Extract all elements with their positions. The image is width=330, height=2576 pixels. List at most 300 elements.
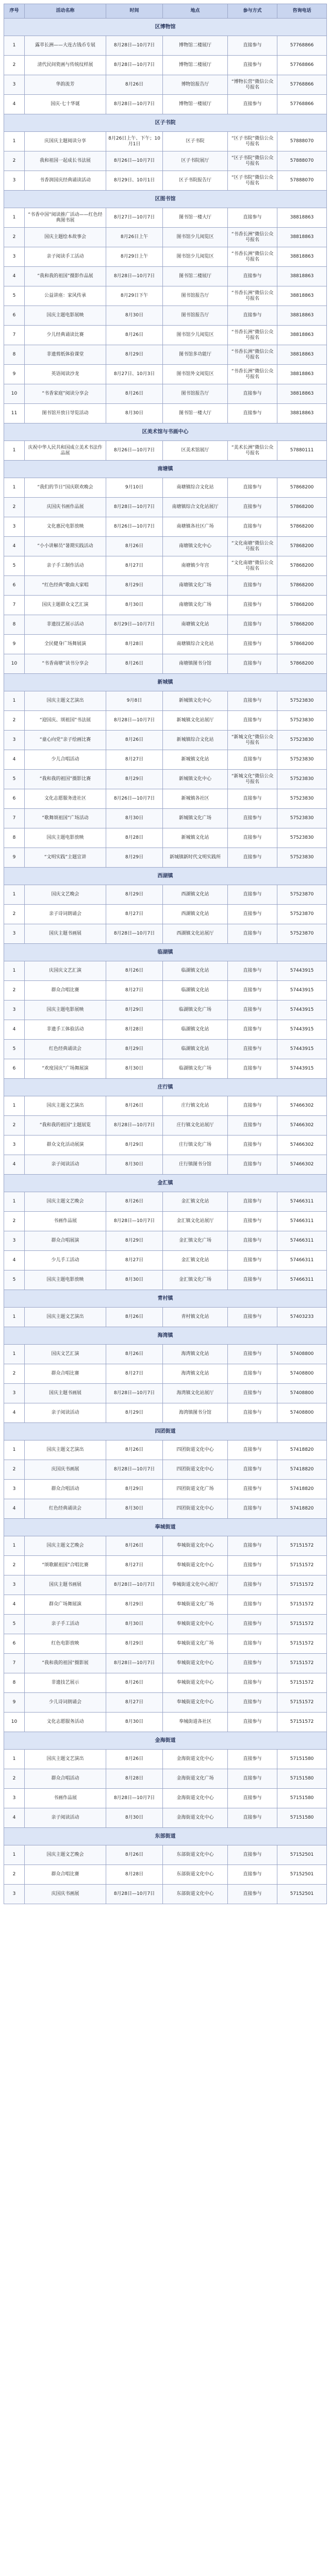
cell-name: 红色经典诵读会 — [25, 1499, 106, 1519]
cell-tel: 57523830 — [277, 809, 327, 828]
cell-name: 群众合唱活动 — [25, 1769, 106, 1789]
header-way: 参与方式 — [228, 4, 277, 19]
cell-tel: 57466311 — [277, 1251, 327, 1270]
cell-name: 国庆·七十华诞 — [25, 95, 106, 114]
cell-time: 8月28日 — [106, 1020, 163, 1040]
cell-time: 8月28日 — [106, 635, 163, 654]
cell-way: 直接参与 — [228, 1136, 277, 1155]
cell-place: 博物馆报告厅 — [163, 75, 228, 95]
cell-way: 直接参与 — [228, 789, 277, 809]
cell-way: 直接参与 — [228, 1040, 277, 1059]
section-title: 区子书院 — [4, 114, 327, 132]
cell-name: 非遗手工体验活动 — [25, 1020, 106, 1040]
cell-no: 10 — [4, 654, 25, 674]
cell-no: 1 — [4, 208, 25, 228]
cell-way: 直接参与 — [228, 1480, 277, 1499]
cell-no: 2 — [4, 981, 25, 1001]
cell-time: 8月29日下午 — [106, 286, 163, 306]
cell-time: 8月29日 — [106, 345, 163, 365]
table-row — [4, 1403, 327, 1423]
cell-place: 图书馆一楼大厅 — [163, 404, 228, 423]
cell-tel: 38818863 — [277, 247, 327, 267]
cell-no: 1 — [4, 36, 25, 56]
section-title: 区美术馆与书画中心 — [4, 423, 327, 441]
cell-name: “文明实践”主题宣讲 — [25, 848, 106, 868]
cell-no: 1 — [4, 1845, 25, 1865]
cell-way: 直接参与 — [228, 517, 277, 537]
cell-no: 3 — [4, 75, 25, 95]
cell-tel: 57408800 — [277, 1403, 327, 1423]
cell-place: 临湖镇文化站 — [163, 1040, 228, 1059]
cell-place: 东部街道文化中心 — [163, 1845, 228, 1865]
table-row — [4, 731, 327, 750]
table-row — [4, 1750, 327, 1769]
cell-tel: 38818863 — [277, 326, 327, 345]
cell-name: 国庆主题群众文艺汇演 — [25, 596, 106, 615]
table-row — [4, 1536, 327, 1556]
cell-way: 直接参与 — [228, 1634, 277, 1654]
cell-time: 8月28日—10月7日 — [106, 924, 163, 944]
cell-name: 图书馆开放日导览活动 — [25, 404, 106, 423]
cell-place: 新城镇综合文化站 — [163, 731, 228, 750]
cell-name: 庆国庆书画作品展 — [25, 498, 106, 517]
cell-place: 四团街道文化中心 — [163, 1440, 228, 1460]
cell-tel: 57868200 — [277, 517, 327, 537]
cell-tel: 38818863 — [277, 345, 327, 365]
cell-place: 南塘镇图书分馆 — [163, 654, 228, 674]
cell-no: 6 — [4, 789, 25, 809]
cell-time: 8月29日 — [106, 848, 163, 868]
cell-tel: 57408800 — [277, 1364, 327, 1384]
table-row — [4, 1575, 327, 1595]
table-row — [4, 1865, 327, 1885]
cell-time: 8月29日 — [106, 770, 163, 789]
cell-time: 8月26日 — [106, 1536, 163, 1556]
section-title: 庄行镇 — [4, 1079, 327, 1096]
section-header-row — [4, 1327, 327, 1345]
cell-time: 8月26日—10月7日 — [106, 517, 163, 537]
cell-name: 庆国庆书画展 — [25, 1885, 106, 1904]
cell-name: “童心向党”亲子绘画比赛 — [25, 731, 106, 750]
cell-way: 直接参与 — [228, 1096, 277, 1116]
cell-time: 8月29日 — [106, 1001, 163, 1020]
cell-name: 国庆主题书画展 — [25, 1575, 106, 1595]
cell-name: 群众合唱展演 — [25, 1231, 106, 1251]
cell-place: 庄行镇文化站 — [163, 1096, 228, 1116]
cell-no: 6 — [4, 1059, 25, 1079]
cell-no: 4 — [4, 750, 25, 770]
cell-way: 直接参与 — [228, 981, 277, 1001]
cell-way: 直接参与 — [228, 1865, 277, 1885]
header-time: 时间 — [106, 4, 163, 19]
cell-way: 直接参与 — [228, 1499, 277, 1519]
cell-tel: 57151572 — [277, 1693, 327, 1713]
cell-place: 博物馆二楼展厅 — [163, 36, 228, 56]
cell-time: 8月28日—10月7日 — [106, 1384, 163, 1403]
cell-no: 3 — [4, 731, 25, 750]
cell-name: 国庆主题文艺晚会 — [25, 1192, 106, 1212]
cell-way: “区子书院”微信公众号报名 — [228, 171, 277, 191]
table-row — [4, 1634, 327, 1654]
cell-time: 8月28日 — [106, 1865, 163, 1885]
cell-place: 奉城街道文化广场 — [163, 1634, 228, 1654]
cell-way: “文化南塘”微信公众号报名 — [228, 556, 277, 576]
cell-tel: 57466311 — [277, 1270, 327, 1290]
cell-place: 南塘镇综合文化站 — [163, 478, 228, 498]
table-row — [4, 365, 327, 384]
cell-name: “书香家庭”阅读分享会 — [25, 384, 106, 404]
cell-no: 9 — [4, 848, 25, 868]
cell-place: 东部街道文化中心 — [163, 1885, 228, 1904]
cell-name: 华韵流芳 — [25, 75, 106, 95]
cell-tel: 57418820 — [277, 1460, 327, 1480]
cell-place: 金海街道文化中心 — [163, 1789, 228, 1808]
cell-time: 8月26日 — [106, 961, 163, 981]
cell-time: 8月26日 — [106, 731, 163, 750]
table-row — [4, 1270, 327, 1290]
cell-place: 临湖镇文化广场 — [163, 1059, 228, 1079]
table-row — [4, 1001, 327, 1020]
cell-tel: 57466311 — [277, 1231, 327, 1251]
cell-no: 2 — [4, 56, 25, 75]
cell-place: 奉城街道文化中心 — [163, 1693, 228, 1713]
table-row — [4, 961, 327, 981]
cell-time: 8月28日—10月7日 — [106, 498, 163, 517]
table-row — [4, 1155, 327, 1175]
cell-time: 8月26日 — [106, 1845, 163, 1865]
cell-time: 8月26日 — [106, 1192, 163, 1212]
table-row — [4, 75, 327, 95]
cell-no: 7 — [4, 809, 25, 828]
table-row — [4, 1789, 327, 1808]
activity-table — [4, 4, 327, 1904]
table-row — [4, 1556, 327, 1575]
cell-way: “书香长洲”微信公众号报名 — [228, 345, 277, 365]
section-header-row — [4, 114, 327, 132]
cell-place: 奉城街道各社区 — [163, 1713, 228, 1732]
cell-name: “书香中国”阅读推广活动——红色经典图书展 — [25, 208, 106, 228]
cell-time: 8月26日—10月7日 — [106, 151, 163, 171]
cell-way: 直接参与 — [228, 691, 277, 711]
table-row — [4, 750, 327, 770]
table-row — [4, 478, 327, 498]
cell-time: 8月28日—10月7日 — [106, 267, 163, 286]
table-row — [4, 95, 327, 114]
cell-no: 10 — [4, 384, 25, 404]
cell-place: 临湖镇文化广场 — [163, 1001, 228, 1020]
cell-name: 少儿手工活动 — [25, 1251, 106, 1270]
cell-tel: 57768866 — [277, 36, 327, 56]
cell-way: “新城文化”微信公众号报名 — [228, 731, 277, 750]
cell-tel: 57868200 — [277, 615, 327, 635]
cell-place: 南塘镇文化广场 — [163, 596, 228, 615]
cell-time: 8月28日—10月7日 — [106, 56, 163, 75]
cell-time: 8月28日—10月7日 — [106, 1212, 163, 1231]
cell-way: 直接参与 — [228, 1769, 277, 1789]
cell-place: 西湖镇文化站 — [163, 905, 228, 924]
cell-way: 直接参与 — [228, 1308, 277, 1327]
cell-name: 红色经典诵读会 — [25, 1040, 106, 1059]
cell-way: 直接参与 — [228, 404, 277, 423]
cell-way: 直接参与 — [228, 828, 277, 848]
cell-no: 3 — [4, 1789, 25, 1808]
cell-name: 亲子阅读活动 — [25, 1808, 106, 1828]
section-header-row — [4, 1175, 327, 1192]
section-title: 海湾镇 — [4, 1327, 327, 1345]
cell-name: 国庆主题文艺晚会 — [25, 1845, 106, 1865]
cell-tel: 57151572 — [277, 1673, 327, 1693]
table-row — [4, 1480, 327, 1499]
cell-way: 直接参与 — [228, 1403, 277, 1423]
cell-no: 1 — [4, 961, 25, 981]
table-row — [4, 1345, 327, 1364]
cell-place: 四团街道文化广场 — [163, 1480, 228, 1499]
cell-tel: 57151580 — [277, 1789, 327, 1808]
section-header-row — [4, 423, 327, 441]
cell-way: 直接参与 — [228, 1556, 277, 1575]
cell-no: 10 — [4, 1713, 25, 1732]
cell-tel: 57523830 — [277, 731, 327, 750]
cell-name: 全民健身广场舞展演 — [25, 635, 106, 654]
cell-tel: 57888070 — [277, 132, 327, 151]
cell-place: 图书馆一楼大厅 — [163, 208, 228, 228]
cell-tel: 57443915 — [277, 1040, 327, 1059]
cell-way: 直接参与 — [228, 36, 277, 56]
cell-time: 8月28日—10月7日 — [106, 1789, 163, 1808]
cell-tel: 57868200 — [277, 498, 327, 517]
cell-time: 8月29日 — [106, 1595, 163, 1615]
cell-tel: 57880111 — [277, 441, 327, 461]
cell-place: 新城镇文化站 — [163, 828, 228, 848]
cell-no: 4 — [4, 1251, 25, 1270]
cell-tel: 57466311 — [277, 1212, 327, 1231]
cell-time: 8月30日 — [106, 1059, 163, 1079]
cell-time: 8月26日 — [106, 654, 163, 674]
cell-way: 直接参与 — [228, 750, 277, 770]
cell-time: 8月30日 — [106, 1615, 163, 1634]
table-row — [4, 1251, 327, 1270]
cell-time: 8月26日 — [106, 1345, 163, 1364]
cell-no: 1 — [4, 1536, 25, 1556]
table-row — [4, 56, 327, 75]
cell-time: 9月10日 — [106, 478, 163, 498]
cell-time: 8月26日 — [106, 1750, 163, 1769]
cell-time: 8月28日—10月7日 — [106, 1885, 163, 1904]
table-row — [4, 1020, 327, 1040]
section-title: 区图书馆 — [4, 191, 327, 208]
table-row — [4, 635, 327, 654]
cell-no: 4 — [4, 1403, 25, 1423]
cell-tel: 38818863 — [277, 384, 327, 404]
table-row — [4, 885, 327, 905]
cell-tel: 57152501 — [277, 1885, 327, 1904]
section-header-row — [4, 1519, 327, 1536]
table-row — [4, 228, 327, 247]
cell-no: 4 — [4, 1595, 25, 1615]
cell-name: 书香润国庆经典诵读活动 — [25, 171, 106, 191]
cell-name: “歌舞颂祖国”广场活动 — [25, 809, 106, 828]
cell-no: 3 — [4, 1384, 25, 1403]
cell-name: “书香南塘”读书分享会 — [25, 654, 106, 674]
cell-no: 3 — [4, 517, 25, 537]
table-row — [4, 345, 327, 365]
cell-time: 8月29日 — [106, 1040, 163, 1059]
cell-name: “颂歌献祖国”合唱比赛 — [25, 1556, 106, 1575]
cell-name: 庆国庆文艺汇演 — [25, 961, 106, 981]
cell-name: “红色经典”歌曲大家唱 — [25, 576, 106, 596]
cell-name: 群众广场舞展演 — [25, 1595, 106, 1615]
cell-no: 2 — [4, 1116, 25, 1136]
cell-place: 奉城街道文化中心 — [163, 1654, 228, 1673]
cell-name: 非遗剪纸体验课堂 — [25, 345, 106, 365]
section-title: 西湖镇 — [4, 868, 327, 885]
table-row — [4, 596, 327, 615]
cell-way: 直接参与 — [228, 635, 277, 654]
cell-place: 奉城街道文化中心展厅 — [163, 1575, 228, 1595]
cell-time: 8月28日 — [106, 828, 163, 848]
header-no: 序号 — [4, 4, 25, 19]
cell-tel: 57418820 — [277, 1440, 327, 1460]
cell-name: 国庆主题文艺演出 — [25, 1440, 106, 1460]
cell-no: 5 — [4, 556, 25, 576]
cell-tel: 57523830 — [277, 750, 327, 770]
cell-way: 直接参与 — [228, 1345, 277, 1364]
cell-no: 2 — [4, 1556, 25, 1575]
header-name: 活动名称 — [25, 4, 106, 19]
cell-place: 海湾镇文化站 — [163, 1345, 228, 1364]
cell-way: 直接参与 — [228, 1654, 277, 1673]
table-row — [4, 1654, 327, 1673]
cell-tel: 57768866 — [277, 56, 327, 75]
cell-tel: 57403233 — [277, 1308, 327, 1327]
table-row — [4, 208, 327, 228]
cell-time: 8月28日—10月7日 — [106, 36, 163, 56]
cell-way: 直接参与 — [228, 1673, 277, 1693]
table-row — [4, 132, 327, 151]
cell-name: 国庆主题文艺演出 — [25, 1750, 106, 1769]
cell-way: 直接参与 — [228, 306, 277, 326]
cell-no: 1 — [4, 1192, 25, 1212]
cell-no: 1 — [4, 478, 25, 498]
cell-place: 四团街道文化中心 — [163, 1460, 228, 1480]
cell-tel: 57868200 — [277, 654, 327, 674]
cell-time: 8月28日—10月7日 — [106, 1575, 163, 1595]
header-place: 地点 — [163, 4, 228, 19]
table-row — [4, 1059, 327, 1079]
cell-tel: 57443915 — [277, 961, 327, 981]
cell-no: 2 — [4, 1460, 25, 1480]
cell-way: 直接参与 — [228, 1750, 277, 1769]
table-row — [4, 1845, 327, 1865]
cell-tel: 57151572 — [277, 1595, 327, 1615]
cell-name: 少儿经典诵读比赛 — [25, 326, 106, 345]
cell-place: 奉城街道文化中心 — [163, 1536, 228, 1556]
cell-name: 国庆主题文艺演出 — [25, 1096, 106, 1116]
cell-no: 7 — [4, 326, 25, 345]
cell-time: 8月27日 — [106, 750, 163, 770]
table-row — [4, 789, 327, 809]
cell-place: 庄行镇文化站展厅 — [163, 1116, 228, 1136]
cell-way: 直接参与 — [228, 478, 277, 498]
cell-no: 6 — [4, 576, 25, 596]
table-row — [4, 36, 327, 56]
table-row — [4, 326, 327, 345]
cell-no: 2 — [4, 151, 25, 171]
cell-place: 南塘镇文化中心 — [163, 537, 228, 556]
table-row — [4, 848, 327, 868]
table-row — [4, 981, 327, 1001]
cell-no: 4 — [4, 1499, 25, 1519]
cell-no: 1 — [4, 1096, 25, 1116]
cell-name: 庆国庆书画展 — [25, 1460, 106, 1480]
cell-name: 亲子手工制作活动 — [25, 556, 106, 576]
cell-tel: 57408800 — [277, 1345, 327, 1364]
cell-time: 8月28日—10月7日 — [106, 1654, 163, 1673]
cell-way: 直接参与 — [228, 1212, 277, 1231]
cell-time: 8月27日 — [106, 556, 163, 576]
table-row — [4, 1116, 327, 1136]
cell-tel: 57466302 — [277, 1136, 327, 1155]
cell-name: “我和我的祖国”摄影作品展 — [25, 267, 106, 286]
table-row — [4, 691, 327, 711]
cell-name: 国庆主题电影展映 — [25, 306, 106, 326]
cell-time: 8月29日 — [106, 1634, 163, 1654]
cell-way: 直接参与 — [228, 1789, 277, 1808]
cell-time: 8月30日 — [106, 809, 163, 828]
cell-tel: 38818863 — [277, 228, 327, 247]
cell-place: 区美术馆展厅 — [163, 441, 228, 461]
cell-way: 直接参与 — [228, 1713, 277, 1732]
cell-time: 8月30日 — [106, 1808, 163, 1828]
cell-place: 博物馆二楼展厅 — [163, 56, 228, 75]
cell-tel: 57443915 — [277, 981, 327, 1001]
cell-tel: 57868200 — [277, 576, 327, 596]
cell-tel: 38818863 — [277, 267, 327, 286]
cell-name: 国庆主题文艺演出 — [25, 691, 106, 711]
cell-place: 青村镇文化站 — [163, 1308, 228, 1327]
cell-no: 3 — [4, 1575, 25, 1595]
cell-way: “书香长洲”微信公众号报名 — [228, 247, 277, 267]
cell-place: 金海街道文化广场 — [163, 1769, 228, 1789]
cell-no: 8 — [4, 615, 25, 635]
cell-time: 8月28日—10月7日 — [106, 1460, 163, 1480]
cell-time: 8月29日 — [106, 1480, 163, 1499]
cell-time: 8月26日上午 — [106, 228, 163, 247]
table-row — [4, 404, 327, 423]
cell-name: 国庆主题电影展映 — [25, 1001, 106, 1020]
cell-way: “区子书院”微信公众号报名 — [228, 132, 277, 151]
cell-way: “书香长洲”微信公众号报名 — [228, 326, 277, 345]
cell-no: 4 — [4, 1155, 25, 1175]
section-title: 青村镇 — [4, 1290, 327, 1308]
cell-name: 书画作品展 — [25, 1789, 106, 1808]
cell-no: 1 — [4, 885, 25, 905]
cell-way: 直接参与 — [228, 961, 277, 981]
table-header — [4, 4, 327, 19]
table-row — [4, 615, 327, 635]
cell-place: 东部街道文化中心 — [163, 1865, 228, 1885]
cell-way: “书香长洲”微信公众号报名 — [228, 286, 277, 306]
cell-no: 1 — [4, 1345, 25, 1364]
cell-name: 国庆文艺晚会 — [25, 885, 106, 905]
section-header-row — [4, 1290, 327, 1308]
cell-no: 2 — [4, 228, 25, 247]
section-header-row — [4, 944, 327, 961]
cell-tel: 57466302 — [277, 1155, 327, 1175]
cell-time: 8月30日 — [106, 1270, 163, 1290]
cell-tel: 38818863 — [277, 365, 327, 384]
section-header-row — [4, 461, 327, 478]
